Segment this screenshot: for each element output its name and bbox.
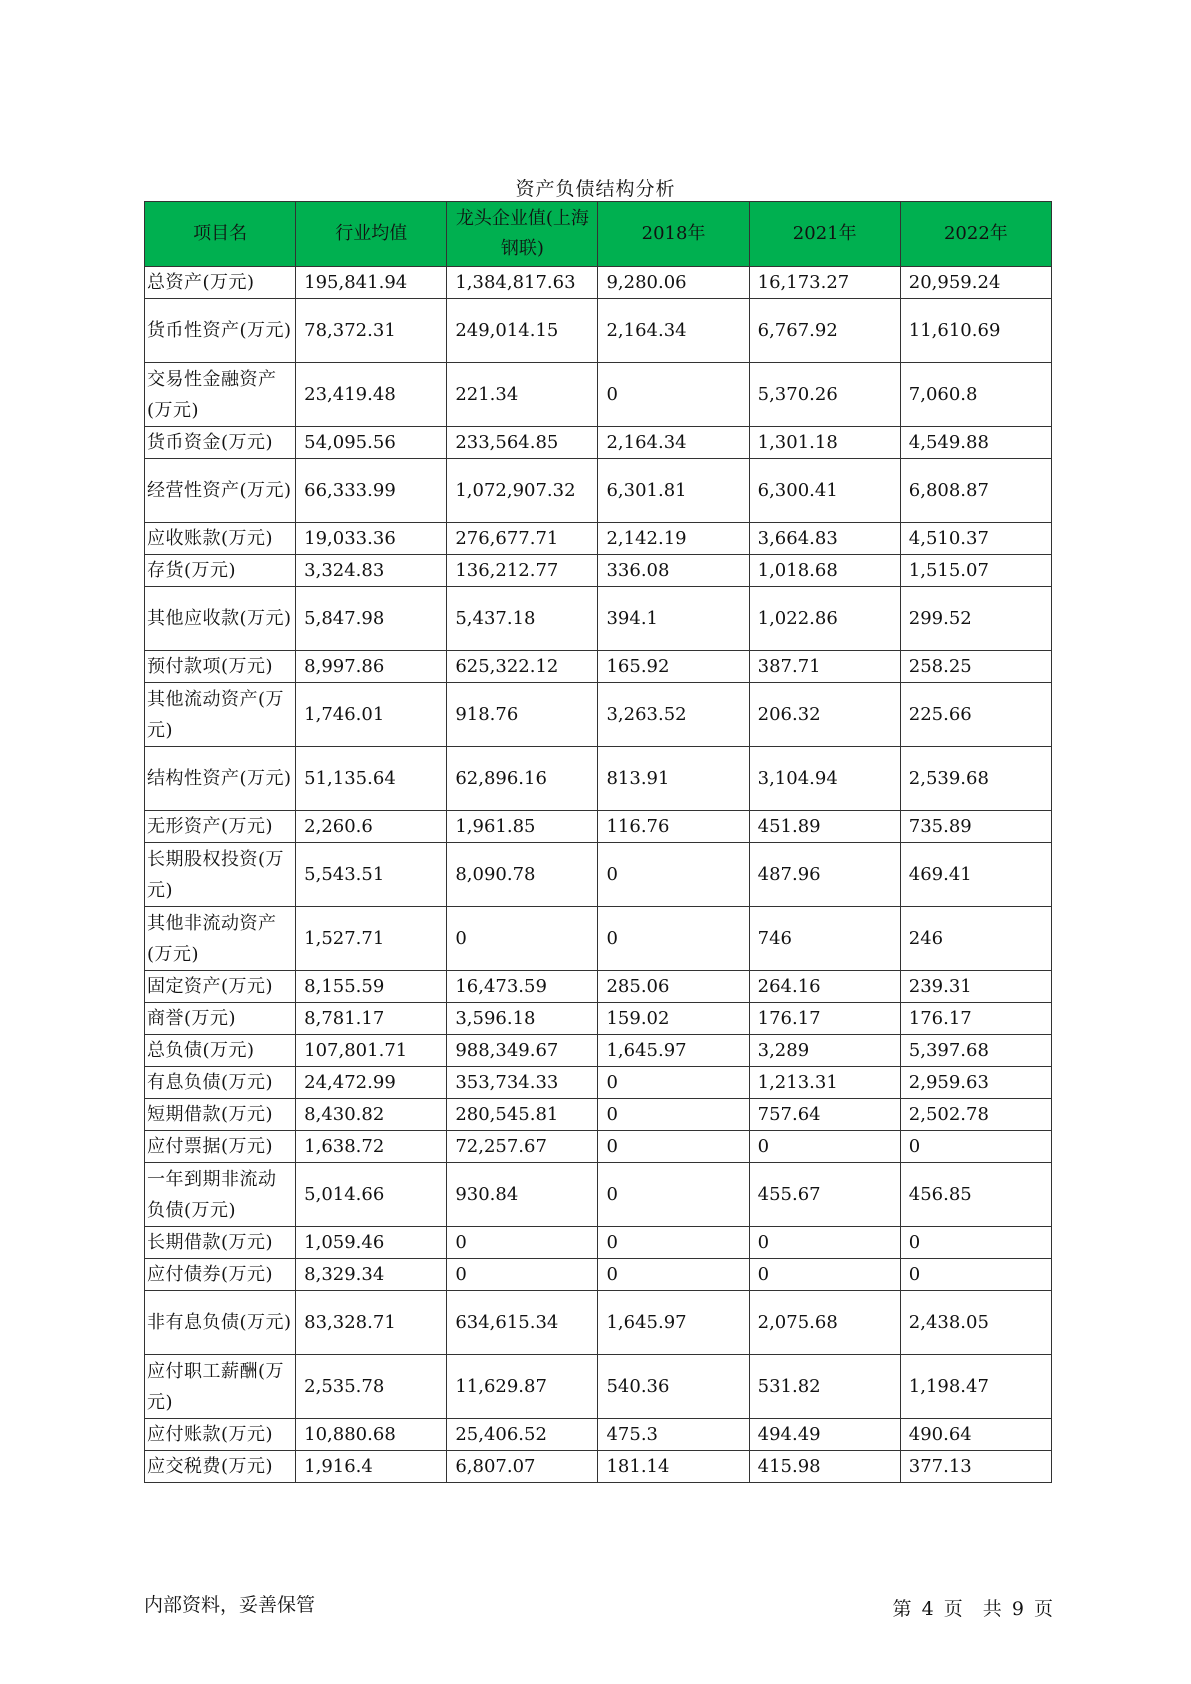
table-cell: 1,527.71 (296, 907, 447, 971)
page-current: 4 (921, 1598, 934, 1620)
table-cell: 72,257.67 (447, 1131, 598, 1163)
row-label: 货币资金(万元) (145, 427, 296, 459)
table-cell: 51,135.64 (296, 747, 447, 811)
table-cell: 2,164.34 (598, 299, 749, 363)
table-cell: 634,615.34 (447, 1291, 598, 1355)
table-cell: 540.36 (598, 1355, 749, 1419)
table-cell: 336.08 (598, 555, 749, 587)
table-cell: 0 (598, 1067, 749, 1099)
page-total-prefix: 共 (982, 1598, 1002, 1620)
table-cell: 3,596.18 (447, 1003, 598, 1035)
table-cell: 3,289 (749, 1035, 900, 1067)
table-cell: 1,213.31 (749, 1067, 900, 1099)
table-cell: 0 (900, 1227, 1051, 1259)
table-cell: 1,384,817.63 (447, 267, 598, 299)
table-cell: 0 (447, 1227, 598, 1259)
table-cell: 735.89 (900, 811, 1051, 843)
table-cell: 116.76 (598, 811, 749, 843)
table-cell: 195,841.94 (296, 267, 447, 299)
table-cell: 6,767.92 (749, 299, 900, 363)
table-cell: 107,801.71 (296, 1035, 447, 1067)
table-cell: 1,746.01 (296, 683, 447, 747)
table-cell: 10,880.68 (296, 1419, 447, 1451)
table-row (145, 1131, 1052, 1163)
table-cell: 487.96 (749, 843, 900, 907)
table-cell: 9,280.06 (598, 267, 749, 299)
table-cell: 1,515.07 (900, 555, 1051, 587)
table-cell: 258.25 (900, 651, 1051, 683)
table-cell: 276,677.71 (447, 523, 598, 555)
page-indicator (889, 1594, 1053, 1621)
table-cell: 221.34 (447, 363, 598, 427)
page-suffix: 页 (1033, 1598, 1053, 1620)
table-row (145, 587, 1052, 651)
table-cell: 2,164.34 (598, 427, 749, 459)
row-label: 长期股权投资(万元) (145, 843, 296, 907)
table-cell: 8,997.86 (296, 651, 447, 683)
table-cell: 3,324.83 (296, 555, 447, 587)
table-cell: 1,018.68 (749, 555, 900, 587)
balance-sheet-table (144, 201, 1052, 1483)
row-label: 商誉(万元) (145, 1003, 296, 1035)
table-cell: 475.3 (598, 1419, 749, 1451)
table-cell: 181.14 (598, 1451, 749, 1483)
table-row (145, 907, 1052, 971)
table-cell: 0 (598, 1259, 749, 1291)
table-cell: 246 (900, 907, 1051, 971)
table-cell: 1,059.46 (296, 1227, 447, 1259)
table-cell: 490.64 (900, 1419, 1051, 1451)
row-label: 存货(万元) (145, 555, 296, 587)
table-cell: 2,959.63 (900, 1067, 1051, 1099)
table-cell: 2,502.78 (900, 1099, 1051, 1131)
table-cell: 1,072,907.32 (447, 459, 598, 523)
table-cell: 11,629.87 (447, 1355, 598, 1419)
confidential-note: 内部资料，妥善保管 (144, 1594, 316, 1616)
table-cell: 451.89 (749, 811, 900, 843)
table-cell: 0 (749, 1259, 900, 1291)
table-cell: 233,564.85 (447, 427, 598, 459)
table-cell: 8,155.59 (296, 971, 447, 1003)
table-cell: 1,645.97 (598, 1035, 749, 1067)
table-cell: 1,961.85 (447, 811, 598, 843)
table-cell: 0 (598, 1099, 749, 1131)
table-cell: 377.13 (900, 1451, 1051, 1483)
table-row (145, 363, 1052, 427)
table-row (145, 747, 1052, 811)
row-label: 其他流动资产(万元) (145, 683, 296, 747)
row-label: 短期借款(万元) (145, 1099, 296, 1131)
table-row (145, 1099, 1052, 1131)
table-cell: 0 (900, 1131, 1051, 1163)
table-cell: 280,545.81 (447, 1099, 598, 1131)
page-prefix: 第 (892, 1598, 912, 1620)
table-cell: 16,173.27 (749, 267, 900, 299)
table-cell: 19,033.36 (296, 523, 447, 555)
table-cell: 0 (598, 843, 749, 907)
table-cell: 1,301.18 (749, 427, 900, 459)
table-cell: 1,198.47 (900, 1355, 1051, 1419)
table-cell: 813.91 (598, 747, 749, 811)
row-label: 货币性资产(万元) (145, 299, 296, 363)
row-label: 其他应收款(万元) (145, 587, 296, 651)
table-row (145, 299, 1052, 363)
table-cell: 394.1 (598, 587, 749, 651)
table-cell: 353,734.33 (447, 1067, 598, 1099)
table-cell: 746 (749, 907, 900, 971)
table-cell: 159.02 (598, 1003, 749, 1035)
table-cell: 494.49 (749, 1419, 900, 1451)
table-cell: 83,328.71 (296, 1291, 447, 1355)
table-cell: 78,372.31 (296, 299, 447, 363)
table-cell: 0 (900, 1259, 1051, 1291)
table-cell: 285.06 (598, 971, 749, 1003)
table-cell: 16,473.59 (447, 971, 598, 1003)
row-label: 总资产(万元) (145, 267, 296, 299)
row-label: 应交税费(万元) (145, 1451, 296, 1483)
column-header: 行业均值 (296, 202, 447, 267)
table-cell: 54,095.56 (296, 427, 447, 459)
column-header: 2021年 (749, 202, 900, 267)
table-row (145, 843, 1052, 907)
table-row (145, 1035, 1052, 1067)
page-total: 9 (1011, 1598, 1024, 1620)
table-cell: 0 (447, 1259, 598, 1291)
table-row (145, 971, 1052, 1003)
table-cell: 5,014.66 (296, 1163, 447, 1227)
table-cell: 299.52 (900, 587, 1051, 651)
table-cell: 625,322.12 (447, 651, 598, 683)
row-label: 一年到期非流动负债(万元) (145, 1163, 296, 1227)
table-cell: 0 (749, 1131, 900, 1163)
row-label: 预付款项(万元) (145, 651, 296, 683)
table-cell: 5,437.18 (447, 587, 598, 651)
table-cell: 62,896.16 (447, 747, 598, 811)
table-cell: 0 (598, 1163, 749, 1227)
table-cell: 2,142.19 (598, 523, 749, 555)
row-label: 应收账款(万元) (145, 523, 296, 555)
table-cell: 225.66 (900, 683, 1051, 747)
table-cell: 8,090.78 (447, 843, 598, 907)
table-cell: 6,808.87 (900, 459, 1051, 523)
row-label: 非有息负债(万元) (145, 1291, 296, 1355)
table-cell: 930.84 (447, 1163, 598, 1227)
table-cell: 25,406.52 (447, 1419, 598, 1451)
table-cell: 456.85 (900, 1163, 1051, 1227)
table-cell: 415.98 (749, 1451, 900, 1483)
table-cell: 2,260.6 (296, 811, 447, 843)
table-cell: 2,539.68 (900, 747, 1051, 811)
table-cell: 239.31 (900, 971, 1051, 1003)
table-cell: 0 (598, 1227, 749, 1259)
column-header: 2018年 (598, 202, 749, 267)
table-cell: 7,060.8 (900, 363, 1051, 427)
table-cell: 0 (598, 1131, 749, 1163)
table-body (145, 267, 1052, 1483)
table-row (145, 459, 1052, 523)
table-cell: 387.71 (749, 651, 900, 683)
table-cell: 136,212.77 (447, 555, 598, 587)
table-cell: 3,104.94 (749, 747, 900, 811)
table-row (145, 1227, 1052, 1259)
table-cell: 165.92 (598, 651, 749, 683)
table-cell: 1,645.97 (598, 1291, 749, 1355)
table-cell: 6,301.81 (598, 459, 749, 523)
table-cell: 1,638.72 (296, 1131, 447, 1163)
row-label: 无形资产(万元) (145, 811, 296, 843)
table-cell: 11,610.69 (900, 299, 1051, 363)
table-cell: 264.16 (749, 971, 900, 1003)
table-cell: 20,959.24 (900, 267, 1051, 299)
table-cell: 23,419.48 (296, 363, 447, 427)
table-cell: 5,370.26 (749, 363, 900, 427)
table-cell: 455.67 (749, 1163, 900, 1227)
table-cell: 4,549.88 (900, 427, 1051, 459)
table-cell: 2,438.05 (900, 1291, 1051, 1355)
table-cell: 24,472.99 (296, 1067, 447, 1099)
table-cell: 1,916.4 (296, 1451, 447, 1483)
table-cell: 0 (598, 363, 749, 427)
table-row (145, 1163, 1052, 1227)
page-mid: 页 (943, 1598, 963, 1620)
column-header: 2022年 (900, 202, 1051, 267)
table-cell: 5,847.98 (296, 587, 447, 651)
table-cell: 8,781.17 (296, 1003, 447, 1035)
table-row (145, 1067, 1052, 1099)
table-cell: 988,349.67 (447, 1035, 598, 1067)
table-cell: 4,510.37 (900, 523, 1051, 555)
table-cell: 5,397.68 (900, 1035, 1051, 1067)
table-row (145, 1003, 1052, 1035)
table-row (145, 1291, 1052, 1355)
row-label: 应付票据(万元) (145, 1131, 296, 1163)
table-cell: 2,075.68 (749, 1291, 900, 1355)
column-header: 项目名 (145, 202, 296, 267)
table-row (145, 427, 1052, 459)
table-cell: 0 (749, 1227, 900, 1259)
row-label: 长期借款(万元) (145, 1227, 296, 1259)
table-row (145, 1259, 1052, 1291)
table-row (145, 811, 1052, 843)
table-row (145, 1451, 1052, 1483)
table-cell: 0 (598, 907, 749, 971)
table-cell: 0 (447, 907, 598, 971)
table-title: 资产负债结构分析 (515, 178, 676, 200)
row-label: 总负债(万元) (145, 1035, 296, 1067)
row-label: 应付职工薪酬(万元) (145, 1355, 296, 1419)
row-label: 应付账款(万元) (145, 1419, 296, 1451)
table-cell: 6,300.41 (749, 459, 900, 523)
table-row (145, 267, 1052, 299)
row-label: 固定资产(万元) (145, 971, 296, 1003)
table-row (145, 1355, 1052, 1419)
table-cell: 1,022.86 (749, 587, 900, 651)
row-label: 经营性资产(万元) (145, 459, 296, 523)
table-row (145, 555, 1052, 587)
row-label: 其他非流动资产(万元) (145, 907, 296, 971)
row-label: 交易性金融资产(万元) (145, 363, 296, 427)
table-cell: 469.41 (900, 843, 1051, 907)
table-cell: 3,664.83 (749, 523, 900, 555)
table-cell: 249,014.15 (447, 299, 598, 363)
table-cell: 918.76 (447, 683, 598, 747)
table-cell: 757.64 (749, 1099, 900, 1131)
row-label: 结构性资产(万元) (145, 747, 296, 811)
table-cell: 6,807.07 (447, 1451, 598, 1483)
table-header-row (145, 202, 1052, 267)
table-cell: 206.32 (749, 683, 900, 747)
table-row (145, 683, 1052, 747)
table-cell: 2,535.78 (296, 1355, 447, 1419)
table-cell: 3,263.52 (598, 683, 749, 747)
table-cell: 176.17 (900, 1003, 1051, 1035)
row-label: 应付债券(万元) (145, 1259, 296, 1291)
row-label: 有息负债(万元) (145, 1067, 296, 1099)
table-cell: 8,329.34 (296, 1259, 447, 1291)
table-cell: 531.82 (749, 1355, 900, 1419)
column-header: 龙头企业值(上海钢联) (447, 202, 598, 267)
table-cell: 5,543.51 (296, 843, 447, 907)
table-cell: 66,333.99 (296, 459, 447, 523)
table-row (145, 523, 1052, 555)
table-row (145, 651, 1052, 683)
table-cell: 176.17 (749, 1003, 900, 1035)
table-row (145, 1419, 1052, 1451)
table-cell: 8,430.82 (296, 1099, 447, 1131)
